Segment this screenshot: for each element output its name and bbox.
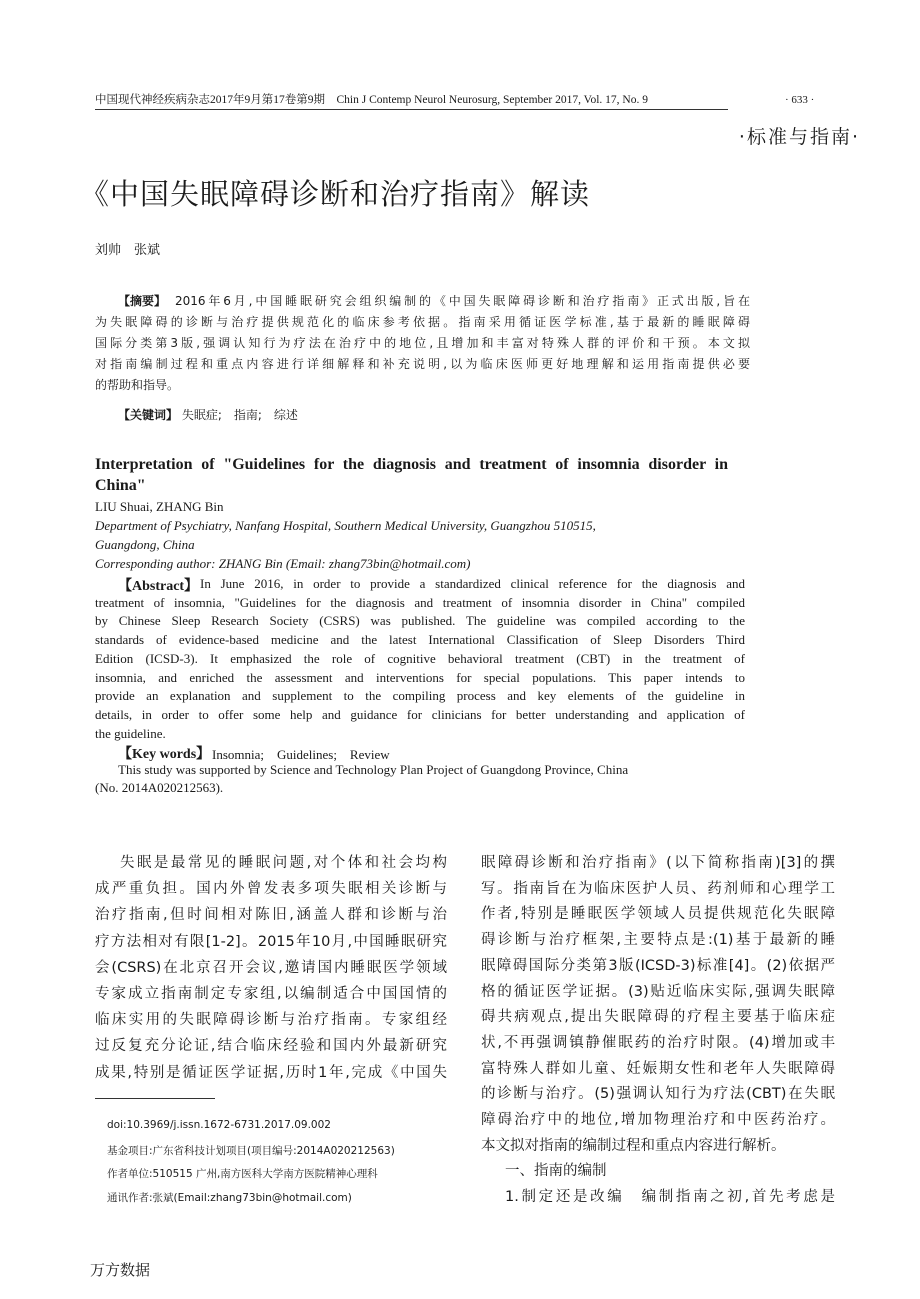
body-line: 成果,特别是循证医学证据,历时1年,完成《中国失 <box>95 1064 447 1081</box>
english-keywords-label: 【Key words】 <box>118 747 211 762</box>
body-line: 眠障碍诊断和治疗指南》(以下简称指南)[3]的撰 <box>481 855 835 871</box>
page-number: · 633 · <box>785 94 815 106</box>
body-line: 疗方法相对有限[1-2]。2015年10月,中国睡眠研究 <box>95 933 447 950</box>
abstract-cn-line: 的帮助和指导。 <box>95 378 180 392</box>
article-title: 《中国失眠障碍诊断和治疗指南》解读 <box>80 177 591 211</box>
body-line: 本文拟对指南的编制过程和重点内容进行解析。 <box>481 1137 786 1154</box>
corresponding-author: Corresponding author: ZHANG Bin (Email: zhang73bin@hotmail.com) <box>95 556 471 571</box>
watermark: 万方数据 <box>90 1261 151 1279</box>
body-line: 格的循证医学证据。(3)贴近临床实际,强调失眠障 <box>481 983 835 1000</box>
running-header: 中国现代神经疾病杂志2017年9月第17卷第9期 Chin J Contemp Neurol Neurosurg, September 2017, Vol. 17, No. 9 <box>95 91 728 110</box>
abstract-cn-line: 对指南编制过程和重点内容进行详细解释和补充说明,以为临床医师更好地理解和运用指南提供必要 <box>95 357 750 371</box>
english-title-line: Interpretation of "Guidelines for the diagnosis and treatment of insomnia disorder in <box>95 456 728 473</box>
english-abstract-line: provide an explanation and supplement to the compiling process and key elements of the guideline in <box>95 688 745 704</box>
abstract-label: 【摘要】 <box>118 294 167 308</box>
body-line: 一、指南的编制 <box>505 1163 607 1180</box>
english-abstract-line: details, in order to offer some help and guidance for clinicians for better understanding and application of <box>95 706 745 722</box>
keywords-label: 【关键词】 <box>118 408 179 422</box>
english-abstract-line: the guideline. <box>95 725 166 741</box>
body-line: 碍诊断与治疗框架,主要特点是:(1)基于最新的睡 <box>481 932 835 949</box>
abstract-cn-line: 为失眠障碍的诊断与治疗提供规范化的临床参考依据。指南采用循证医学标准,基于最新的睡眠障碍 <box>95 315 750 329</box>
body-line: 1.制定还是改编 编制指南之初,首先考虑是 <box>505 1189 835 1206</box>
footnote-line: 作者单位:510515 广州,南方医科大学南方医院精神心理科 <box>107 1168 378 1180</box>
body-line: 失眠是最常见的睡眠问题,对个体和社会均构 <box>120 855 447 871</box>
abstract-cn-line: 国际分类第3版,强调认知行为疗法在治疗中的地位,且增加和丰富对特殊人群的评价和干预。本文拟 <box>95 336 750 350</box>
english-affiliation-line: Department of Psychiatry, Nanfang Hospital, Southern Medical University, Guangzhou 510515, <box>95 518 596 533</box>
english-abstract-line: by Chinese Sleep Research Society (CSRS) was published. The guideline was compiled according to the <box>95 613 745 629</box>
funding-line: (No. 2014A020212563). <box>95 780 224 795</box>
keywords-text: 失眠症; 指南; 综述 <box>181 408 298 422</box>
footnote-line: doi:10.3969/j.issn.1672-6731.2017.09.002 <box>107 1119 331 1131</box>
funding-line: This study was supported by Science and Technology Plan Project of Guangdong Province, China <box>118 762 629 777</box>
english-abstract-label: 【Abstract】 <box>118 579 199 594</box>
body-line: 富特殊人群如儿童、妊娠期女性和老年人失眠障碍 <box>481 1060 835 1077</box>
english-affiliation-line: Guangdong, China <box>95 537 195 552</box>
footnote-rule <box>95 1098 215 1099</box>
body-line: 成严重负担。国内外曾发表多项失眠相关诊断与 <box>95 881 447 898</box>
body-line: 临床实用的失眠障碍诊断与治疗指南。专家组经 <box>95 1012 447 1029</box>
english-abstract-line: insomnia, and enriched the assessment and interventions for special populations. This paper intends to <box>95 669 745 685</box>
authors-cn: 刘帅 张斌 <box>95 243 161 258</box>
body-line: 过反复充分论证,结合临床经验和国内外最新研究 <box>95 1038 447 1055</box>
english-abstract-line: standards of evidence-based medicine and the latest International Classification of Sleep Disorders Third <box>95 632 745 648</box>
keywords-cn <box>118 406 773 423</box>
body-line: 状,不再强调镇静催眠药的治疗时限。(4)增加或丰 <box>481 1034 835 1051</box>
body-line: 作者,特别是睡眠医学领域人员提供规范化失眠障 <box>481 906 835 923</box>
body-line: 专家成立指南制定专家组,以编制适合中国国情的 <box>95 986 447 1002</box>
section-label: ·标准与指南· <box>738 126 860 148</box>
body-line: 写。指南旨在为临床医护人员、药剂师和心理学工 <box>481 880 835 897</box>
body-line: 的诊断与治疗。(5)强调认知行为疗法(CBT)在失眠 <box>481 1086 835 1103</box>
footnote-line: 基金项目:广东省科技计划项目(项目编号:2014A020212563) <box>107 1144 395 1157</box>
english-abstract-line: In June 2016, in order to provide a standardized clinical reference for the diagnosis and <box>200 576 745 591</box>
english-keywords: Insomnia; Guidelines; Review <box>212 747 390 762</box>
english-title-line: China" <box>95 477 146 494</box>
body-line: 眠障碍国际分类第3版(ICSD-3)标准[4]。(2)依据严 <box>481 957 835 974</box>
body-line: 碍共病观点,提出失眠障碍的疗程主要基于临床症 <box>481 1009 835 1026</box>
body-line: 会(CSRS)在北京召开会议,邀请国内睡眠医学领域 <box>95 959 447 976</box>
english-abstract-line: treatment of insomnia, "Guidelines for the diagnosis and treatment of insomnia disorder in China" compiled <box>95 594 745 610</box>
english-authors: LIU Shuai, ZHANG Bin <box>95 499 224 514</box>
footnote-line: 通讯作者:张斌(Email:zhang73bin@hotmail.com) <box>107 1191 352 1204</box>
abstract-cn-line: 2016年6月,中国睡眠研究会组织编制的《中国失眠障碍诊断和治疗指南》正式出版,旨在 <box>175 294 750 308</box>
english-abstract-line: Edition (ICSD-3). It emphasized the role of cognitive behavioral treatment (CBT) in the treatment of <box>95 650 745 666</box>
body-line: 障碍治疗中的地位,增加物理治疗和中医药治疗。 <box>481 1112 835 1128</box>
body-line: 治疗指南,但时间相对陈旧,涵盖人群和诊断与治 <box>95 907 447 924</box>
